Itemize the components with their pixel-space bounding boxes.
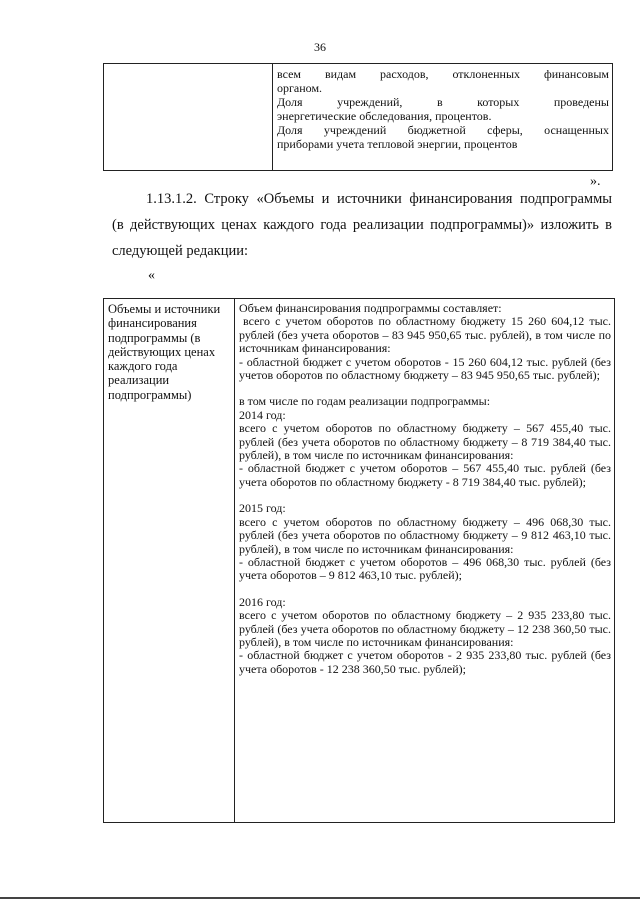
continuation-left-cell	[104, 64, 273, 171]
amendment-paragraph	[112, 186, 612, 212]
year-regional: - областной бюджет с учетом оборотов – 496 068,30 тыс. рублей (без учета оборотов – 9 812 463,10 тыс. рублей);	[239, 554, 611, 583]
continuation-table	[103, 63, 613, 171]
indicator-line: энергетические обследования, процентов.	[277, 109, 492, 123]
year-regional: - областной бюджет с учетом оборотов - 2 935 233,80 тыс. рублей (без учета оборотов - 12 238 360,50 тыс. рублей);	[239, 648, 611, 676]
year-total: всего с учетом оборотов по областному бюджету – 496 068,30 тыс. рублей (без учета оборотов по областному бюджету – 9 812 463,10 тыс. рублей), в том числе по источникам финансирования:	[239, 514, 611, 556]
year-label: 2016 год:	[239, 594, 286, 609]
indicator-line: всем видам расходов, отклоненных финансовым	[277, 67, 609, 81]
summary-total: всего с учетом оборотов по областному бюджету 15 260 604,12 тыс. рублей (без учета оборотов – 83 945 950,65 тыс. рублей), в том числе по источникам финансирования:	[239, 314, 611, 356]
amendment-paragraph-cont	[112, 212, 612, 264]
summary-regional: - областной бюджет с учетом оборотов - 15 260 604,12 тыс. рублей (без учетов оборотов по областному бюджету – 83 945 950,65 тыс. рублей);	[239, 354, 611, 383]
closing-quote: ».	[590, 174, 601, 189]
year-total: всего с учетом оборотов по областному бюджету – 2 935 233,80 тыс. рублей (без учета оборотов по областному бюджету – 12 238 360,50 тыс. рублей), в том числе по источникам финансирования:	[239, 608, 611, 649]
financing-table	[103, 298, 615, 823]
paragraph-line-2: (в действующих ценах каждого года реализации подпрограммы)» изложить в	[112, 217, 612, 233]
indicator-line: приборами учета тепловой энергии, процентов	[277, 137, 518, 151]
paragraph-line-1: 1.13.1.2. Строку «Объемы и источники финансирования подпрограммы	[146, 191, 612, 207]
summary-heading: Объем финансирования подпрограммы составляет:	[239, 301, 502, 315]
opening-quote: «	[148, 268, 155, 283]
by-years-heading: в том числе по годам реализации подпрограммы:	[239, 394, 491, 409]
indicator-line: органом.	[277, 81, 323, 95]
page-number: 36	[314, 40, 326, 54]
continuation-right-cell	[273, 64, 613, 171]
indicator-line: Доля учреждений бюджетной сферы, оснащенных	[277, 123, 609, 137]
year-total: всего с учетом оборотов по областному бюджету – 567 455,40 тыс. рублей (без учета оборотов по областному бюджету – 8 719 384,40 тыс. рублей), в том числе по источникам финансирования:	[239, 421, 611, 463]
year-label: 2014 год:	[239, 407, 286, 422]
indicator-line: Доля учреждений, в которых проведены	[277, 95, 609, 109]
financing-content-cell	[235, 299, 615, 823]
page-bottom-edge	[0, 897, 640, 899]
financing-label-cell: Объемы и источники финансирования подпрограммы (в действующих ценах каждого года реализации подпрограммы)	[104, 299, 235, 823]
year-regional: - областной бюджет с учетом оборотов – 567 455,40 тыс. рублей (без учета оборотов по областному бюджету - 8 719 384,40 тыс. рублей);	[239, 461, 611, 489]
paragraph-line-3: следующей редакции:	[112, 243, 249, 259]
year-label: 2015 год:	[239, 501, 286, 516]
